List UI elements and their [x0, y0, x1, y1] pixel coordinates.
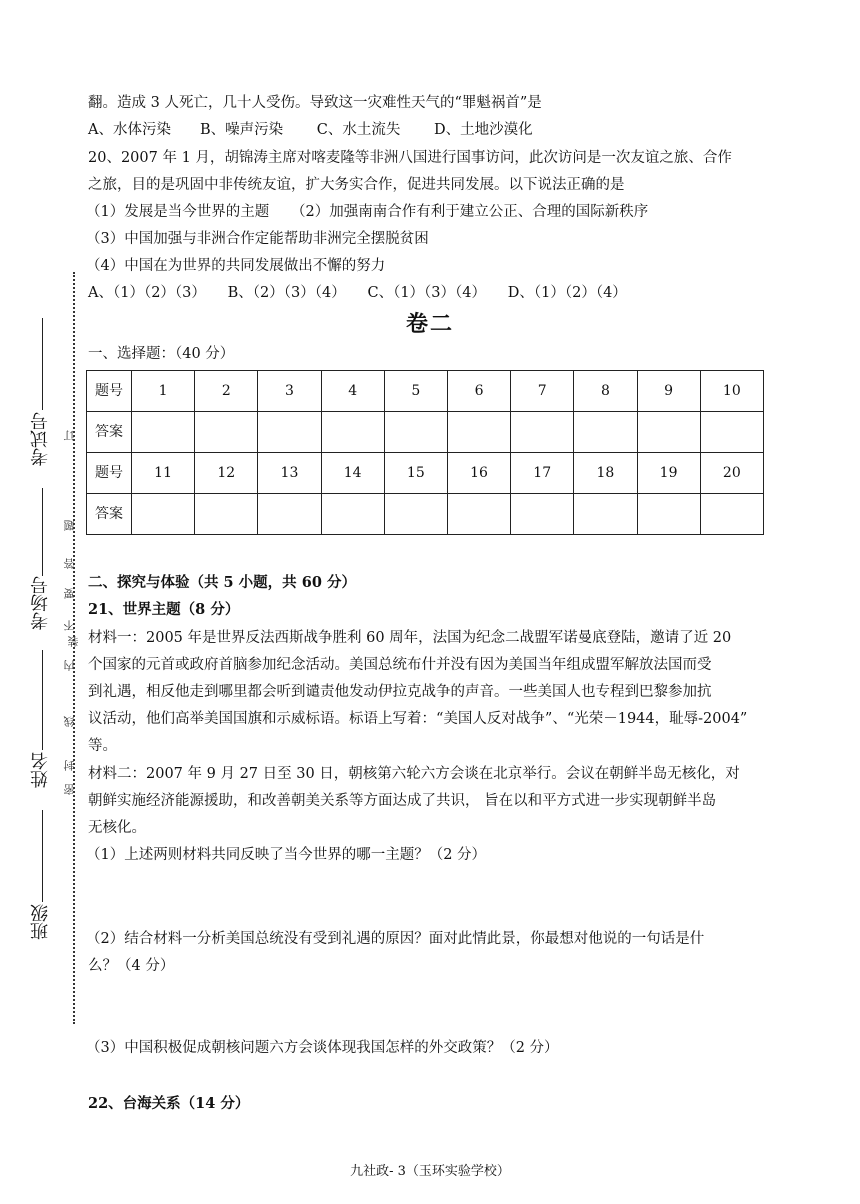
statement-1-2: （1）发展是当今世界的主题 （2）加强南南合作有利于建立公正、合理的国际新秩序	[86, 204, 649, 220]
table-row	[87, 371, 764, 412]
material-1-line: 等。	[88, 738, 117, 754]
material-1-line: 个国家的元首或政府首脑参加纪念活动。美国总统布什并没有因为美国当年组成盟军解放法国而受	[88, 657, 712, 673]
answer-cell[interactable]	[258, 412, 321, 453]
answer-cell[interactable]	[700, 494, 763, 535]
material-2-line: 朝鲜实施经济能源援助，和改善朝美关系等方面达成了共识， 旨在以和平方式进一步实现朝鲜半岛	[88, 793, 717, 809]
material-2-line: 材料二：2007 年 9 月 27 日至 30 日，朝核第六轮六方会谈在北京举行。会议在朝鲜半岛无核化，对	[88, 766, 740, 782]
class-blank	[42, 810, 43, 902]
exam-no-label: 考试号	[30, 412, 51, 466]
answer-cell[interactable]	[132, 494, 195, 535]
part1-heading: 一、选择题：（40 分）	[88, 346, 235, 362]
question-number: 2	[195, 371, 258, 412]
question-number: 19	[637, 453, 700, 494]
table-row	[87, 412, 764, 453]
answer-cell[interactable]	[258, 494, 321, 535]
question-number: 12	[195, 453, 258, 494]
answer-cell[interactable]	[195, 412, 258, 453]
material-1-line: 议活动，他们高举美国国旗和示威标语。标语上写着：“美国人反对战争”、“光荣－1944，耻辱-2004”	[88, 711, 748, 727]
name-blank	[42, 650, 43, 750]
question-number: 9	[637, 371, 700, 412]
answer-cell[interactable]	[384, 494, 447, 535]
table-row	[87, 453, 764, 494]
seal-char: 装	[67, 636, 80, 647]
question-number: 7	[511, 371, 574, 412]
answer-cell[interactable]	[447, 494, 510, 535]
question-number: 8	[574, 371, 637, 412]
question-number: 17	[511, 453, 574, 494]
seal-char: 线	[63, 716, 76, 727]
answer-cell[interactable]	[574, 494, 637, 535]
table-row	[87, 494, 764, 535]
question-21-2: （2）结合材料一分析美国总统没有受到礼遇的原因？面对此情此景，你最想对他说的一句话是什	[86, 931, 705, 947]
name-label: 姓名	[30, 752, 51, 788]
answer-cell[interactable]	[195, 494, 258, 535]
seal-char: 不	[63, 620, 76, 631]
answer-cell[interactable]	[574, 412, 637, 453]
answer-cell[interactable]	[637, 412, 700, 453]
class-label: 班级	[30, 904, 51, 940]
seal-char: 答	[63, 558, 76, 569]
question-number: 5	[384, 371, 447, 412]
question-21-3: （3）中国积极促成朝核问题六方会谈体现我国怎样的外交政策？（2 分）	[86, 1040, 559, 1056]
part2-heading: 二、探究与体验（共 5 小题，共 60 分）	[88, 574, 356, 591]
binding-dotted-line	[73, 272, 75, 1024]
seal-char: 要	[63, 588, 76, 599]
answer-cell[interactable]	[384, 412, 447, 453]
question-number-header: 题号	[87, 453, 132, 494]
section-title: 卷二	[405, 311, 454, 337]
question-21-1: （1）上述两则材料共同反映了当今世界的哪一主题？（2 分）	[86, 847, 487, 863]
seal-char: 订	[63, 430, 76, 441]
seal-char: 内	[63, 660, 76, 671]
answer-cell[interactable]	[321, 494, 384, 535]
q21-title: 21、世界主题（8 分）	[88, 601, 240, 618]
q22-title: 22、台海关系（14 分）	[88, 1095, 250, 1112]
material-1-line: 材料一：2005 年是世界反法西斯战争胜利 60 周年，法国为纪念二战盟军诺曼底登陆，邀请了近 20	[88, 630, 732, 646]
statement-3: （3）中国加强与非洲合作定能帮助非洲完全摆脱贫困	[86, 231, 429, 247]
question-number: 15	[384, 453, 447, 494]
answer-cell[interactable]	[637, 494, 700, 535]
seal-char: 封	[63, 760, 76, 771]
question-number: 11	[132, 453, 195, 494]
question-number: 10	[700, 371, 763, 412]
question-number: 1	[132, 371, 195, 412]
answer-cell[interactable]	[700, 412, 763, 453]
material-2-line: 无核化。	[88, 820, 146, 836]
answer-cell[interactable]	[447, 412, 510, 453]
question-number: 4	[321, 371, 384, 412]
q20-options: A、（1）（2）（3） B、（2）（3）（4） C、（1）（3）（4） D、（1）（2）（4）	[88, 285, 627, 301]
answer-cell[interactable]	[321, 412, 384, 453]
statement-4: （4）中国在为世界的共同发展做出不懈的努力	[86, 258, 386, 274]
answer-header: 答案	[87, 412, 132, 453]
question-number: 3	[258, 371, 321, 412]
question-number: 13	[258, 453, 321, 494]
seal-char: 题	[63, 520, 76, 531]
question-number: 16	[447, 453, 510, 494]
material-1-line: 到礼遇，相反他走到哪里都会听到谴责他发动伊拉克战争的声音。一些美国人也专程到巴黎参加抗	[88, 684, 712, 700]
question-number: 6	[447, 371, 510, 412]
q19-options: A、水体污染 B、噪声污染 C、水土流失 D、土地沙漠化	[88, 122, 533, 138]
answer-header: 答案	[87, 494, 132, 535]
question-number: 20	[700, 453, 763, 494]
question-number-header: 题号	[87, 371, 132, 412]
question-number: 18	[574, 453, 637, 494]
text-line: 之旅，目的是巩固中非传统友谊，扩大务实合作，促进共同发展。以下说法正确的是	[88, 177, 625, 193]
text-line: 20、2007 年 1 月，胡锦涛主席对喀麦隆等非洲八国进行国事访问，此次访问是一次友谊之旅、合作	[88, 150, 732, 166]
room-no-blank	[42, 488, 43, 576]
answer-cell[interactable]	[511, 412, 574, 453]
answer-table	[86, 370, 764, 535]
text-line: 翻。造成 3 人死亡，几十人受伤。导致这一灾难性天气的“罪魁祸首”是	[88, 95, 542, 111]
question-number: 14	[321, 453, 384, 494]
page-footer: 九社政- 3（玉环实验学校）	[350, 1164, 510, 1179]
answer-cell[interactable]	[132, 412, 195, 453]
seal-char: 密	[63, 784, 76, 795]
room-no-label: 考场号	[30, 576, 51, 630]
question-21-2-cont: 么？（4 分）	[88, 958, 175, 974]
answer-cell[interactable]	[511, 494, 574, 535]
